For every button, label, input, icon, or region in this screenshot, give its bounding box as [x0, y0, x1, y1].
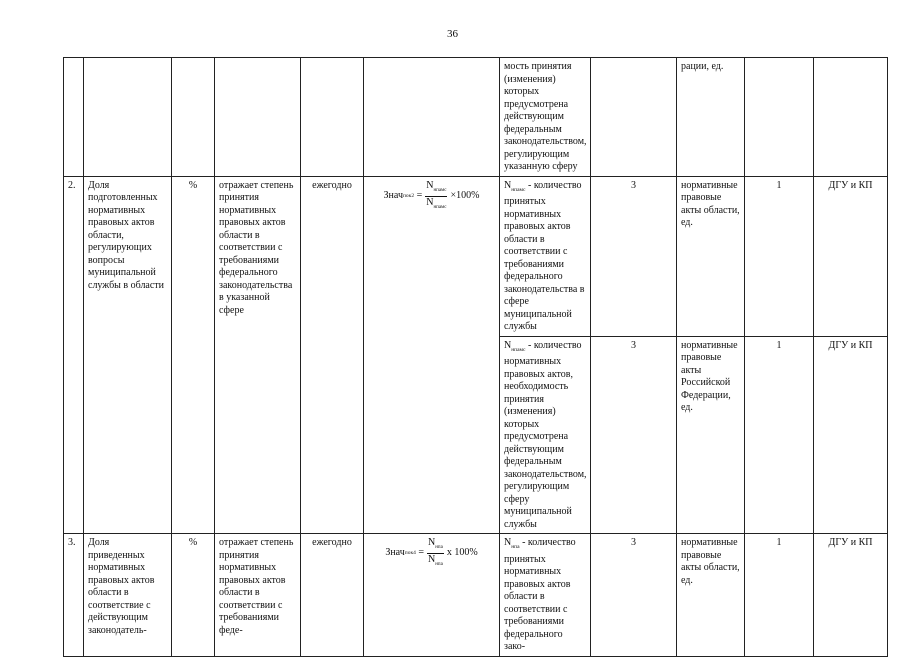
formula-den: N	[426, 196, 434, 208]
variable-definition: - количество принятых нормативных правовых актов области в соответствии с требованиями федерального законодательства в сфере муниципальной службы	[504, 179, 585, 332]
cell-num: 2.	[64, 176, 84, 534]
formula-num: N	[428, 537, 436, 548]
table-row	[64, 176, 888, 336]
cell-responsible-code: 1	[745, 176, 814, 336]
formula-den-sub: нпамс	[433, 204, 447, 210]
formula-lhs-sub: пок2	[402, 192, 415, 199]
table-row	[64, 58, 888, 177]
cell-responsible: ДГУ и КП	[814, 534, 888, 657]
cell-unit	[172, 58, 215, 177]
cell-unit: %	[172, 176, 215, 534]
cell-frequency: ежегодно	[301, 534, 364, 657]
cell-name: Доля подготовленных нормативных правовых актов области, регулирующих вопросы муниципальной службы в области	[84, 176, 172, 534]
cell-source: нормативные правовые акты Российской Федерации, ед.	[677, 336, 745, 534]
cell-source: нормативные правовые акты области, ед.	[677, 176, 745, 336]
cell-formula	[364, 176, 500, 534]
indicator-table	[63, 57, 888, 657]
cell-num	[64, 58, 84, 177]
cell-method	[591, 58, 677, 177]
formula-tail: x 100%	[446, 547, 478, 559]
cell-name	[84, 58, 172, 177]
formula-lhs: Знач	[385, 547, 405, 559]
cell-responsible: ДГУ и КП	[814, 336, 888, 534]
cell-responsible-code: 1	[745, 336, 814, 534]
cell-name: Доля приведенных нормативных правовых актов области в соответствие с действующим законодатель-	[84, 534, 172, 657]
formula-lhs-sub: пок4	[404, 550, 416, 557]
cell-unit: %	[172, 534, 215, 657]
cell-meaning: отражает степень принятия нормативных правовых актов области в соответствии с требованиями федерального законодательства в указанной сфере	[215, 176, 301, 534]
formula-fraction	[427, 537, 444, 570]
cell-frequency: ежегодно	[301, 176, 364, 534]
cell-responsible-code: 1	[745, 534, 814, 657]
cell-source: нормативные правовые акты области, ед.	[677, 534, 745, 657]
cell-responsible-code	[745, 58, 814, 177]
variable: N	[504, 179, 512, 191]
cell-method: 3	[591, 336, 677, 534]
variable-sub: нпа	[511, 544, 520, 550]
cell-definition	[500, 176, 591, 336]
formula-tail: ×100%	[450, 189, 480, 201]
cell-frequency	[301, 58, 364, 177]
variable-definition: - количество нормативных правовых актов, необходимость принятия (изменения) которых предусмотрена действующим федеральным законодательством, регулирующим сферу муниципальной службы	[504, 339, 587, 530]
cell-definition	[500, 534, 591, 657]
cell-method: 3	[591, 176, 677, 336]
cell-meaning: отражает степень принятия нормативных правовых актов области в соответствии с требованиями феде-	[215, 534, 301, 657]
formula-fraction	[425, 180, 447, 213]
cell-responsible: ДГУ и КП	[814, 176, 888, 336]
formula-num-sub: нпа	[435, 545, 443, 550]
formula: Знач пок4 = $\frac{N_{нпа}}{N_{нпа}}$ x 100%	[368, 537, 495, 570]
formula-lhs: Знач	[383, 189, 403, 201]
cell-formula	[364, 534, 500, 657]
formula-num: N	[426, 179, 434, 191]
cell-definition	[500, 336, 591, 534]
variable-sub: нпамс	[511, 186, 526, 193]
cell-formula	[364, 58, 500, 177]
cell-num: 3.	[64, 534, 84, 657]
cell-definition: мость принятия (изменения) которых предусмотрена действующим федеральным законодательством, регулирующим указанную сферу	[500, 58, 591, 177]
formula-den-sub: нпа	[435, 562, 443, 567]
variable-definition: - количество принятых нормативных правовых актов области в соответствии с требованиями федерального зако-	[504, 537, 576, 652]
variable: N	[504, 537, 512, 548]
formula-den: N	[428, 554, 436, 565]
cell-method: 3	[591, 534, 677, 657]
formula-num-sub: нпамс	[433, 187, 447, 193]
table-row	[64, 534, 888, 657]
cell-meaning	[215, 58, 301, 177]
formula: Знач пок2 = $\frac{N_{нпамс}}{N_{нпамс}}$ ×100%	[368, 180, 495, 213]
page-number: 36	[447, 28, 458, 40]
cell-responsible	[814, 58, 888, 177]
variable: N	[504, 339, 512, 351]
cell-source: рации, ед.	[677, 58, 745, 177]
variable-sub: нпамс	[511, 346, 526, 353]
